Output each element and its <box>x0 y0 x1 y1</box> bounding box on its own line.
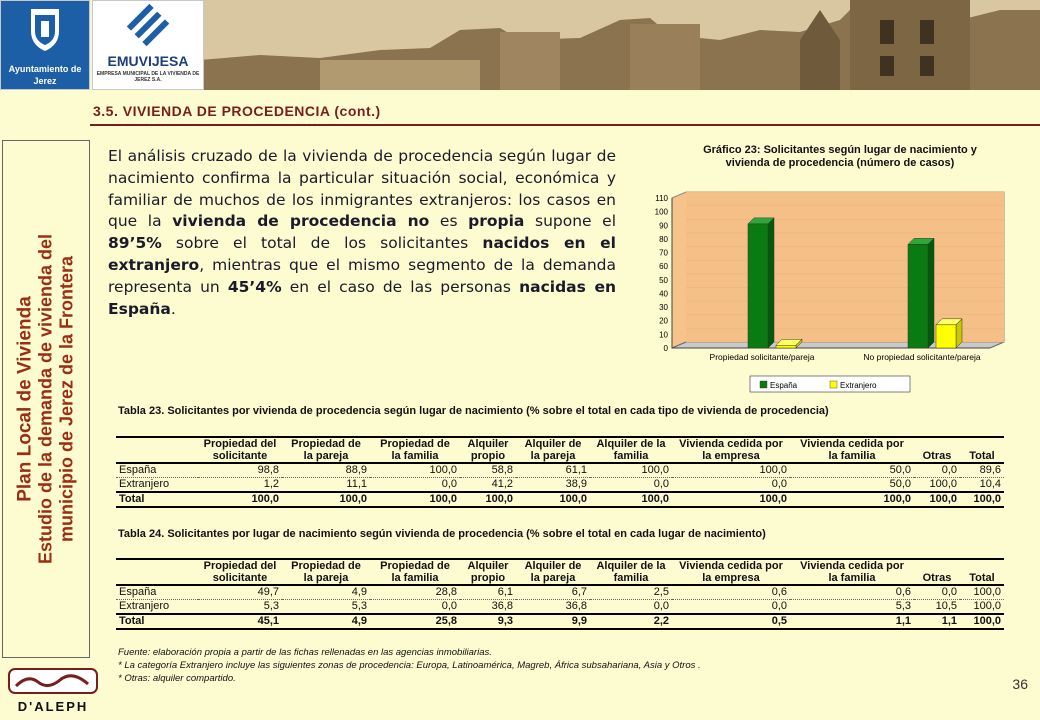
column-header-line: la pareja <box>303 572 349 584</box>
table24 <box>116 558 1004 630</box>
column-header-line: propio <box>470 450 506 462</box>
y-tick-label: 100 <box>654 207 668 217</box>
sidebar-title <box>15 149 78 649</box>
table-cell: 49,7 <box>198 585 282 600</box>
emuvijesa-mark-icon <box>93 1 203 51</box>
para-text-4: sobre el total de los solicitantes <box>161 234 483 253</box>
column-header <box>914 559 960 585</box>
table-cell: 11,1 <box>282 478 370 493</box>
table-cell: 10,5 <box>914 600 960 615</box>
table-cell: 45,1 <box>198 614 282 629</box>
column-header <box>370 559 460 585</box>
column-header-line: Propiedad del <box>203 560 277 572</box>
analysis-paragraph <box>108 146 616 320</box>
para-text-3: supone el <box>524 212 617 231</box>
y-tick-label: 70 <box>659 248 668 258</box>
row-label: Extranjero <box>116 478 198 493</box>
column-header <box>282 437 370 463</box>
table-cell: 100,0 <box>790 492 914 507</box>
table-cell: 9,3 <box>460 614 516 629</box>
table-cell: 9,9 <box>516 614 590 629</box>
bar-extranjero-1 <box>936 325 956 348</box>
table23-caption: Tabla 23. Solicitantes por vivienda de procedencia según lugar de nacimiento (% sobre el total en cada tipo de vivienda de procedencia) <box>118 405 829 417</box>
table-cell: 4,9 <box>282 614 370 629</box>
x-category-label: Propiedad solicitante/pareja <box>709 352 815 362</box>
cathedral-silhouette <box>200 0 1040 90</box>
table-cell: 2,2 <box>590 614 672 629</box>
table-cell: 36,8 <box>516 600 590 615</box>
para-text-5: , mientras que el mismo segmento de la demanda representa un <box>108 255 616 296</box>
column-header-line: Alquiler de la <box>596 560 666 572</box>
column-header-line: Propiedad de <box>291 438 361 450</box>
table-cell: 100,0 <box>914 492 960 507</box>
table-cell: 38,9 <box>516 478 590 493</box>
table-cell: 100,0 <box>672 492 790 507</box>
table-row <box>116 463 1004 478</box>
para-text-7: . <box>170 299 176 318</box>
table-cell: 98,8 <box>198 463 282 478</box>
table-cell: 100,0 <box>960 492 1004 507</box>
bar-extranjero-0 <box>776 345 796 348</box>
column-header <box>516 559 590 585</box>
column-header-line: Otras <box>922 572 952 584</box>
bar-side <box>928 238 934 348</box>
table-cell: 5,3 <box>790 600 914 615</box>
column-header-line: la familia <box>828 450 876 462</box>
table-cell: 88,9 <box>282 463 370 478</box>
legend-label: Extranjero <box>840 381 877 390</box>
chart-title-line-1: Gráfico 23: Solicitantes según lugar de nacimiento y <box>703 144 977 156</box>
legend-swatch <box>830 381 837 388</box>
footnotes <box>118 646 701 685</box>
column-header-line: Propiedad de <box>380 438 450 450</box>
column-header <box>672 437 790 463</box>
table-cell: 100,0 <box>914 478 960 493</box>
x-category-label: No propiedad solicitante/pareja <box>863 352 981 362</box>
column-header-line: la empresa <box>702 572 760 584</box>
column-header <box>960 437 1004 463</box>
table-cell: 2,5 <box>590 585 672 600</box>
emuvijesa-subtitle: EMPRESA MUNICIPAL DE LA VIVIENDA DE JEREZ S.A. <box>96 71 200 83</box>
bar-side <box>768 218 774 348</box>
column-header-line: la empresa <box>702 450 760 462</box>
column-header <box>960 559 1004 585</box>
table-cell: 0,0 <box>370 478 460 493</box>
column-header-line: solicitante <box>212 572 268 584</box>
column-header <box>590 437 672 463</box>
row-label: Total <box>116 614 198 629</box>
bar-españa-1 <box>908 244 928 348</box>
column-header-line: Vivienda cedida por <box>800 560 904 572</box>
table-cell: 4,9 <box>282 585 370 600</box>
table-cell: 100,0 <box>590 492 672 507</box>
daleph-logo <box>8 668 98 712</box>
table23 <box>116 436 1004 508</box>
table-cell: 100,0 <box>960 585 1004 600</box>
para-text-2: es <box>429 212 469 231</box>
table-cell: 0,0 <box>370 600 460 615</box>
table-cell: 0,0 <box>590 600 672 615</box>
column-header-line: Alquiler de <box>524 560 582 572</box>
column-header <box>590 559 672 585</box>
para-bold-6: nacidas en España <box>108 277 616 318</box>
y-tick-label: 60 <box>659 262 668 272</box>
emuvijesa-label: EMUVIJESA <box>107 53 189 69</box>
table-cell: 0,0 <box>590 478 672 493</box>
table-cell: 6,7 <box>516 585 590 600</box>
footnote-extranjero: * La categoría Extranjero incluye las siguientes zonas de procedencia: Europa, Latinoamérica, Magreb, África subsahariana, Asia y Otros . <box>118 660 701 671</box>
column-header <box>370 437 460 463</box>
table-row <box>116 478 1004 493</box>
column-header-line: Alquiler de <box>524 438 582 450</box>
para-bold-1: vivienda de procedencia no <box>172 212 430 231</box>
column-header-line: Alquiler <box>467 438 509 450</box>
column-header-line: Propiedad del <box>203 438 277 450</box>
header-banner <box>0 0 1040 90</box>
table-cell: 0,6 <box>790 585 914 600</box>
column-header-line: Propiedad de <box>291 560 361 572</box>
column-header <box>198 559 282 585</box>
chart-title <box>660 144 1020 170</box>
table-cell: 100,0 <box>370 492 460 507</box>
table-cell: 100,0 <box>672 463 790 478</box>
column-header-line: la pareja <box>530 450 576 462</box>
table-cell: 89,6 <box>960 463 1004 478</box>
footnote-otras: * Otras: alquiler compartido. <box>118 673 236 684</box>
y-tick-label: 90 <box>659 221 668 231</box>
page-number: 36 <box>1012 676 1028 692</box>
column-header-line: Vivienda cedida por <box>679 560 783 572</box>
column-header <box>672 559 790 585</box>
table-cell: 61,1 <box>516 463 590 478</box>
table-cell: 5,3 <box>198 600 282 615</box>
para-bold-5: 45’4% <box>227 277 282 296</box>
column-header-line: solicitante <box>212 450 268 462</box>
y-tick-label: 30 <box>659 303 668 313</box>
daleph-mark-icon <box>8 668 98 694</box>
table-cell: 100,0 <box>960 600 1004 615</box>
para-bold-2: propia <box>468 212 525 231</box>
table-row <box>116 600 1004 615</box>
table-cell: 1,2 <box>198 478 282 493</box>
table-cell: 0,5 <box>672 614 790 629</box>
table-cell: 0,6 <box>672 585 790 600</box>
column-header-line: familia <box>613 450 649 462</box>
table-row <box>116 492 1004 507</box>
sidebar-line-2: Estudio de la demanda de vivienda del <box>35 233 56 565</box>
column-header-line: Total <box>969 450 995 462</box>
table-cell: 0,0 <box>914 463 960 478</box>
table-cell: 100,0 <box>282 492 370 507</box>
column-header <box>282 559 370 585</box>
table-cell: 28,8 <box>370 585 460 600</box>
footnote-source: Fuente: elaboración propia a partir de las fichas rellenadas en las agencias inmobiliarias. <box>118 647 492 658</box>
table24-caption: Tabla 24. Solicitantes por lugar de nacimiento según vivienda de procedencia (% sobre el total en cada lugar de nacimiento) <box>118 528 766 540</box>
sidebar-line-1: Plan Local de Vivienda <box>14 296 36 502</box>
legend-label: España <box>770 381 798 390</box>
column-header-line: la pareja <box>303 450 349 462</box>
jerez-shield-icon <box>1 1 89 61</box>
table-cell: 50,0 <box>790 478 914 493</box>
column-header <box>914 437 960 463</box>
table-cell: 6,1 <box>460 585 516 600</box>
column-header-line: Alquiler de la <box>596 438 666 450</box>
row-label: Extranjero <box>116 600 198 615</box>
table-cell: 0,0 <box>672 600 790 615</box>
title-rule <box>90 124 1040 126</box>
table-cell: 100,0 <box>198 492 282 507</box>
row-label: Total <box>116 492 198 507</box>
table-cell: 100,0 <box>370 463 460 478</box>
column-header <box>460 437 516 463</box>
bar-españa-0 <box>748 224 768 348</box>
legend-swatch <box>760 381 767 388</box>
column-header-line: familia <box>613 572 649 584</box>
row-label: España <box>116 585 198 600</box>
para-bold-3: 89’5% <box>108 234 162 253</box>
table-cell: 0,0 <box>672 478 790 493</box>
section-title: 3.5. VIVIENDA DE PROCEDENCIA (cont.) <box>93 103 381 119</box>
ayuntamiento-logo <box>0 0 90 90</box>
column-header <box>790 559 914 585</box>
sidebar-line-3: municipio de Jerez de la Frontera <box>56 255 77 543</box>
para-text-6: en el caso de las personas <box>281 277 520 296</box>
table-cell: 100,0 <box>960 614 1004 629</box>
row-label: España <box>116 463 198 478</box>
column-header <box>516 437 590 463</box>
y-tick-label: 110 <box>655 194 668 203</box>
para-bold-4: nacidos en el extranjero <box>108 234 616 274</box>
y-tick-label: 20 <box>659 316 668 326</box>
table-cell: 100,0 <box>516 492 590 507</box>
table-cell: 10,4 <box>960 478 1004 493</box>
cathedral-photo <box>200 0 1040 90</box>
sidebar-panel <box>2 140 90 658</box>
column-header-line: propio <box>470 572 506 584</box>
corner-cell <box>116 437 198 463</box>
table-cell: 36,8 <box>460 600 516 615</box>
column-header <box>460 559 516 585</box>
table-row <box>116 585 1004 600</box>
y-tick-label: 10 <box>659 330 668 340</box>
table-cell: 25,8 <box>370 614 460 629</box>
para-text-1: El análisis cruzado de la vivienda de procedencia según lugar de nacimiento confirma la particular situación social, económica y familiar de muchos de los inmigrantes extranjeros: los casos en que la <box>108 147 616 231</box>
table-cell: 1,1 <box>790 614 914 629</box>
table-cell: 41,2 <box>460 478 516 493</box>
daleph-label: D'ALEPH <box>17 699 89 714</box>
chart-title-line-2: vivienda de procedencia (número de casos) <box>725 157 955 169</box>
column-header <box>198 437 282 463</box>
table-cell: 100,0 <box>590 463 672 478</box>
column-header-line: la familia <box>828 572 876 584</box>
column-header <box>790 437 914 463</box>
column-header-line: Vivienda cedida por <box>800 438 904 450</box>
ayuntamiento-label: Ayuntamiento de Jerez <box>1 61 89 89</box>
table-cell: 1,1 <box>914 614 960 629</box>
emuvijesa-logo <box>92 0 204 90</box>
column-header-line: Otras <box>922 450 952 462</box>
column-header-line: Alquiler <box>467 560 509 572</box>
column-header-line: Propiedad de <box>380 560 450 572</box>
table-cell: 50,0 <box>790 463 914 478</box>
column-header-line: la familia <box>391 450 439 462</box>
table-row <box>116 614 1004 629</box>
column-header-line: la pareja <box>530 572 576 584</box>
y-tick-label: 50 <box>659 275 668 285</box>
table-cell: 58,8 <box>460 463 516 478</box>
table-cell: 5,3 <box>282 600 370 615</box>
column-header-line: la familia <box>391 572 439 584</box>
y-tick-label: 40 <box>659 289 668 299</box>
column-header-line: Total <box>969 572 995 584</box>
bar-chart <box>650 178 1030 418</box>
y-tick-label: 0 <box>663 344 668 353</box>
table-cell: 100,0 <box>460 492 516 507</box>
corner-cell <box>116 559 198 585</box>
y-tick-label: 80 <box>659 234 668 244</box>
table-cell: 0,0 <box>914 585 960 600</box>
column-header-line: Vivienda cedida por <box>679 438 783 450</box>
